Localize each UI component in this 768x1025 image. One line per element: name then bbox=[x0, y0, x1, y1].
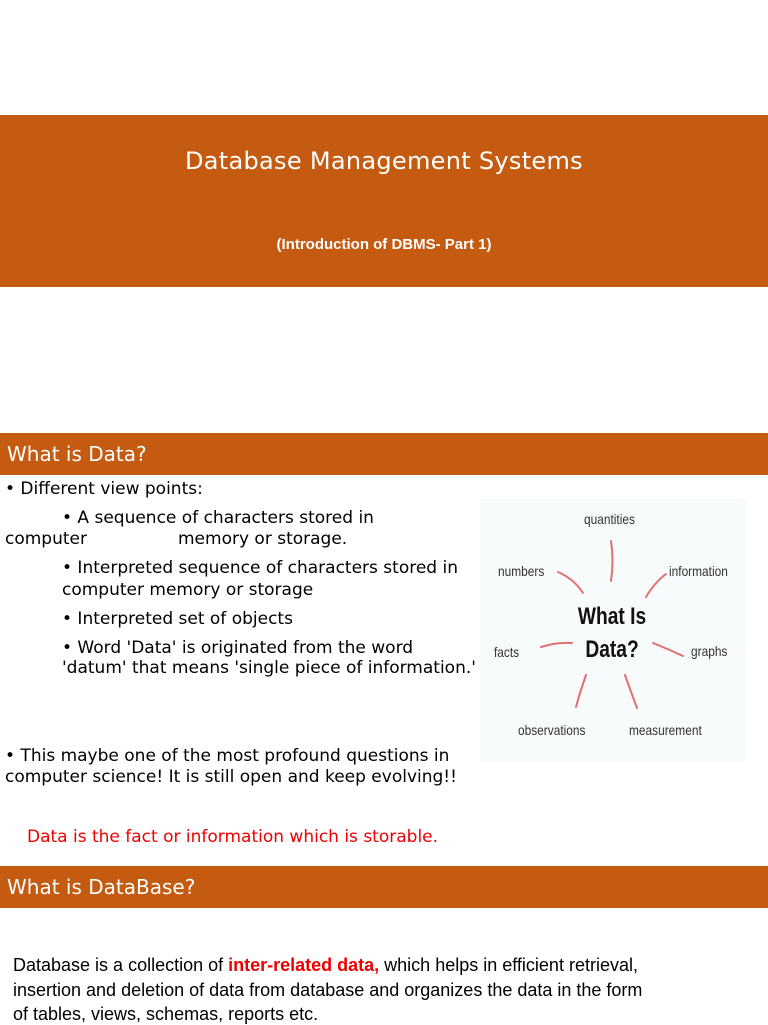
database-definition-line2: insertion and deletion of data from database and organizes the data in the form bbox=[13, 980, 643, 1000]
word-observations: observations bbox=[518, 722, 586, 738]
sub-bullet-1-cont-a: computer bbox=[5, 529, 87, 549]
center-text-line2: Data? bbox=[585, 636, 639, 663]
spoke-observations bbox=[576, 675, 586, 707]
definition-text: Database is a collection of bbox=[13, 955, 229, 975]
section-header-data bbox=[0, 433, 768, 475]
spoke-quantities bbox=[611, 541, 613, 581]
word-information: information bbox=[669, 563, 728, 579]
highlight-inter-related: inter-related data, bbox=[228, 955, 380, 975]
spoke-numbers bbox=[558, 572, 583, 593]
word-graphs: graphs bbox=[691, 643, 728, 659]
word-facts: facts bbox=[494, 644, 520, 660]
database-definition-line1 bbox=[13, 955, 638, 976]
definition-text: which helps in efficient retrieval, bbox=[379, 955, 638, 975]
center-text-line1: What Is bbox=[577, 603, 647, 630]
section-heading: What is Data? bbox=[7, 442, 147, 466]
slide-title: Database Management Systems bbox=[185, 147, 583, 175]
sub-bullet-4: • Word 'Data' is originated from the word bbox=[62, 638, 414, 658]
sub-bullet-1-cont-b: memory or storage. bbox=[178, 529, 348, 549]
sub-bullet-3: • Interpreted set of objects bbox=[62, 609, 293, 629]
title-banner bbox=[0, 115, 768, 287]
bullet-profound-cont: computer science! It is still open and keep evolving!! bbox=[5, 767, 457, 787]
sub-bullet-1: • A sequence of characters stored in bbox=[62, 508, 374, 528]
word-quantities: quantities bbox=[584, 511, 635, 527]
bullet-view-points: • Different view points: bbox=[5, 479, 203, 499]
data-definition: Data is the fact or information which is storable. bbox=[27, 827, 439, 847]
database-definition-line3: of tables, views, schemas, reports etc. bbox=[13, 1004, 319, 1024]
slide-subtitle: (Introduction of DBMS- Part 1) bbox=[276, 236, 492, 253]
spoke-measurement bbox=[625, 675, 637, 708]
word-numbers: numbers bbox=[498, 563, 545, 579]
spoke-information bbox=[646, 574, 666, 597]
sub-bullet-2-cont: computer memory or storage bbox=[62, 580, 314, 600]
bullet-profound: • This maybe one of the most profound questions in bbox=[5, 746, 450, 766]
what-is-data-image bbox=[480, 499, 746, 761]
word-measurement: measurement bbox=[629, 722, 702, 738]
section-heading: What is DataBase? bbox=[7, 875, 196, 899]
section-header-database bbox=[0, 866, 768, 908]
sub-bullet-4-cont: 'datum' that means 'single piece of information.' bbox=[62, 658, 476, 678]
sub-bullet-2: • Interpreted sequence of characters stored in bbox=[62, 558, 458, 578]
